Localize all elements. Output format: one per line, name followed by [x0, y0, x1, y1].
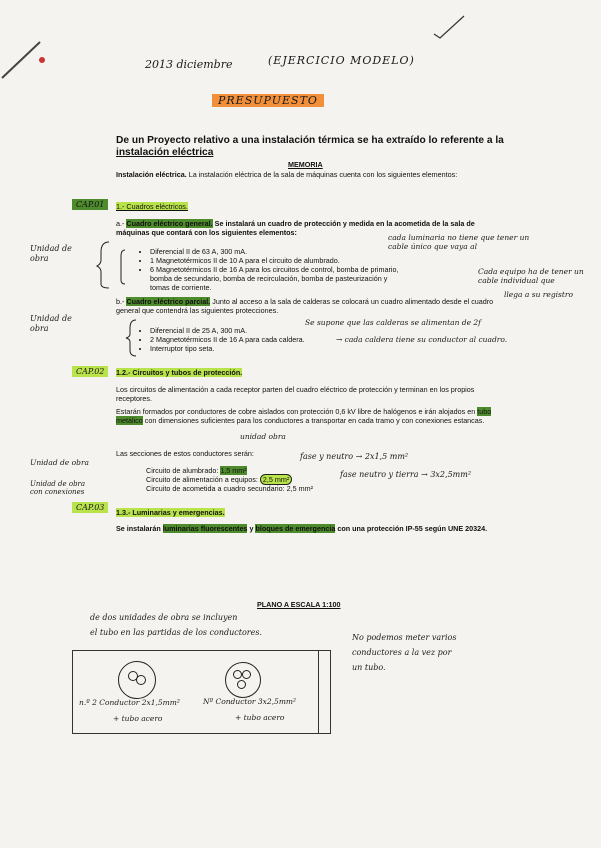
section2-para1: Los circuitos de alimentación a cada receptor parten del cuadro eléctrico de protección y terminan en los propios receptores.: [116, 385, 475, 403]
brace-icon: [95, 240, 135, 290]
plan-heading: PLANO A ESCALA 1:100: [257, 600, 341, 609]
plan-right-content: [195, 650, 330, 732]
section2-sections-lead: Las secciones de estos conductores serán:: [116, 449, 254, 458]
circuit-label: Circuito de alimentación a equipos:: [146, 475, 258, 484]
circuit-value: 2,5 mm²: [286, 484, 313, 493]
circuit-label: Circuito de alumbrado:: [146, 466, 219, 475]
note-unidad-obra-2: Unidad de obra: [30, 314, 72, 333]
section2-title: 1.2.- Circuitos y tubos de protección.: [116, 368, 243, 377]
circuit-row: [146, 466, 346, 475]
section1-a-text: Se instalará un cuadro de protección y medida en la acometida de la sala de máquinas que contará con los siguientes elementos:: [116, 219, 475, 237]
header-date: 2013 diciembre: [145, 58, 233, 71]
conductor-icon: [233, 670, 242, 679]
check-mark-icon: [430, 12, 470, 42]
section1-a-list: [138, 247, 405, 292]
section3-title: 1.3.- Luminarias y emergencias.: [116, 508, 225, 517]
intro-line1: De un Proyecto relativo a una instalación térmica se ha extraído lo referente a la: [116, 135, 504, 146]
intro: [116, 135, 516, 159]
list-item: • Diferencial II de 63 A, 300 mA.: [150, 247, 405, 256]
section1-b: [116, 297, 501, 315]
circuit-row: [146, 484, 346, 493]
circuit-value: 2,5 mm²: [260, 474, 292, 485]
circuits-list: [146, 466, 346, 493]
chapter-tag-3: CAP.03: [72, 502, 108, 513]
note-dos-unidades: de dos unidades de obra se incluyen: [90, 613, 238, 622]
section3-highlight-1: luminarias fluorescentes: [162, 524, 248, 533]
conductor-icon: [237, 680, 246, 689]
header-exercise: (EJERCICIO MODELO): [268, 54, 415, 67]
note-dos-unidades-2: el tubo en las partidas de los conductores.: [90, 628, 262, 637]
note-no-podemos-1: No podemos meter varios: [352, 633, 457, 642]
note-unidad-obra-1: Unidad de obra: [30, 244, 72, 263]
section3-highlight-2: bloques de emergencia: [255, 524, 336, 533]
memoria-lead-bold: Instalación eléctrica.: [116, 170, 187, 179]
section2-para2-highlight: tubo metálico: [116, 407, 492, 425]
note-cada-luminaria: cada luminaria no tiene que tener un cable único que vaya al: [388, 233, 530, 251]
section3-text-c: con una protección IP-55 según UNE 20324.: [337, 524, 488, 533]
note-no-podemos-2: conductores a la vez por: [352, 648, 452, 657]
memoria-lead-text: La instalación eléctrica de la sala de máquinas cuenta con los siguientes elementos:: [188, 170, 458, 179]
note-cada-equipo: Cada equipo ha de tener un cable individual que: [478, 267, 584, 285]
plan-left-label-1: n.º 2 Conductor 2x1,5mm²: [79, 698, 180, 707]
circuit-value: 1,5 mm²: [220, 466, 247, 475]
note-llega-registro: llega a su registro: [504, 290, 573, 299]
section1-b-text: Junto al acceso a la sala de calderas se colocará un cuadro alimentado desde el cuadro general que contendrá las siguientes protecciones.: [116, 297, 494, 315]
section2-para2-b: con dimensiones suficientes para los conductores a transportar en cada tramo y con conexiones estancas.: [144, 416, 485, 425]
circuit-row: [146, 475, 346, 484]
header-title: PRESUPUESTO: [212, 94, 324, 107]
note-unidad-obra-4: Unidad de obra con conexiones: [30, 480, 86, 496]
plan-left-label-2: + tubo acero: [113, 714, 163, 723]
section1-title: 1.- Cuadros eléctricos.: [116, 202, 188, 211]
section1-a-highlight: Cuadro eléctrico general.: [126, 219, 213, 228]
section3-text-b: y: [249, 524, 254, 533]
note-fase-neutro-tierra: fase neutro y tierra → 3x2,5mm²: [340, 470, 472, 479]
section1-b-highlight: Cuadro eléctrico parcial.: [126, 297, 211, 306]
circuit-label: Circuito de acometida a cuadro secundario:: [146, 484, 285, 493]
list-item: • Diferencial II de 25 A, 300 mA.: [150, 326, 350, 335]
conductor-icon: [136, 675, 146, 685]
pen-mark-icon: [0, 20, 60, 80]
list-item: • 1 Magnetotérmicos II de 10 A para el circuito de alumbrado.: [150, 256, 405, 265]
plan-right-label-1: Nº Conductor 3x2,5mm²: [203, 697, 297, 706]
intro-line2: instalación eléctrica: [116, 147, 214, 158]
list-item: • 2 Magnetotérmicos II de 16 A para cada caldera.: [150, 335, 350, 344]
section1-b-list: [138, 326, 350, 353]
note-suponer-calderas: Se supone que las calderas se alimentan de 2f: [305, 318, 481, 327]
section3-text-a: Se instalarán: [116, 524, 161, 533]
section2-para2-a: Estarán formados por conductores de cobre aislados con protección 0,6 kV libre de halógenos e irán alojados en: [116, 407, 476, 416]
memoria-heading: MEMORIA: [288, 160, 323, 169]
section3-text: [116, 524, 506, 533]
note-unidad-obra-tubo: unidad obra: [240, 432, 286, 441]
chapter-tag-1: CAP.01: [72, 199, 108, 210]
section1-a-prefix: a.-: [116, 219, 125, 228]
chapter-tag-2: CAP.02: [72, 366, 108, 377]
plan-right-label-2: + tubo acero: [235, 713, 285, 722]
note-fase-neutro: fase y neutro → 2x1,5 mm²: [300, 452, 409, 461]
list-item: • 6 Magnetotérmicos II de 16 A para los circuitos de control, bomba de primario, bomba de secundario, bomba de recirculación, bomba de pasteurización y tomas de corriente.: [150, 265, 405, 292]
note-dos-conductores: → cada caldera tiene su conductor al cuadro.: [336, 335, 508, 344]
memoria-lead: [116, 170, 486, 179]
section1-b-prefix: b.-: [116, 297, 125, 306]
list-item: • Interruptor tipo seta.: [150, 344, 350, 353]
note-no-podemos-3: un tubo.: [352, 663, 386, 672]
note-unidad-obra-3: Unidad de obra: [30, 458, 90, 467]
brace-icon: [124, 318, 138, 358]
section2-para2: [116, 407, 506, 425]
conductor-icon: [242, 670, 251, 679]
